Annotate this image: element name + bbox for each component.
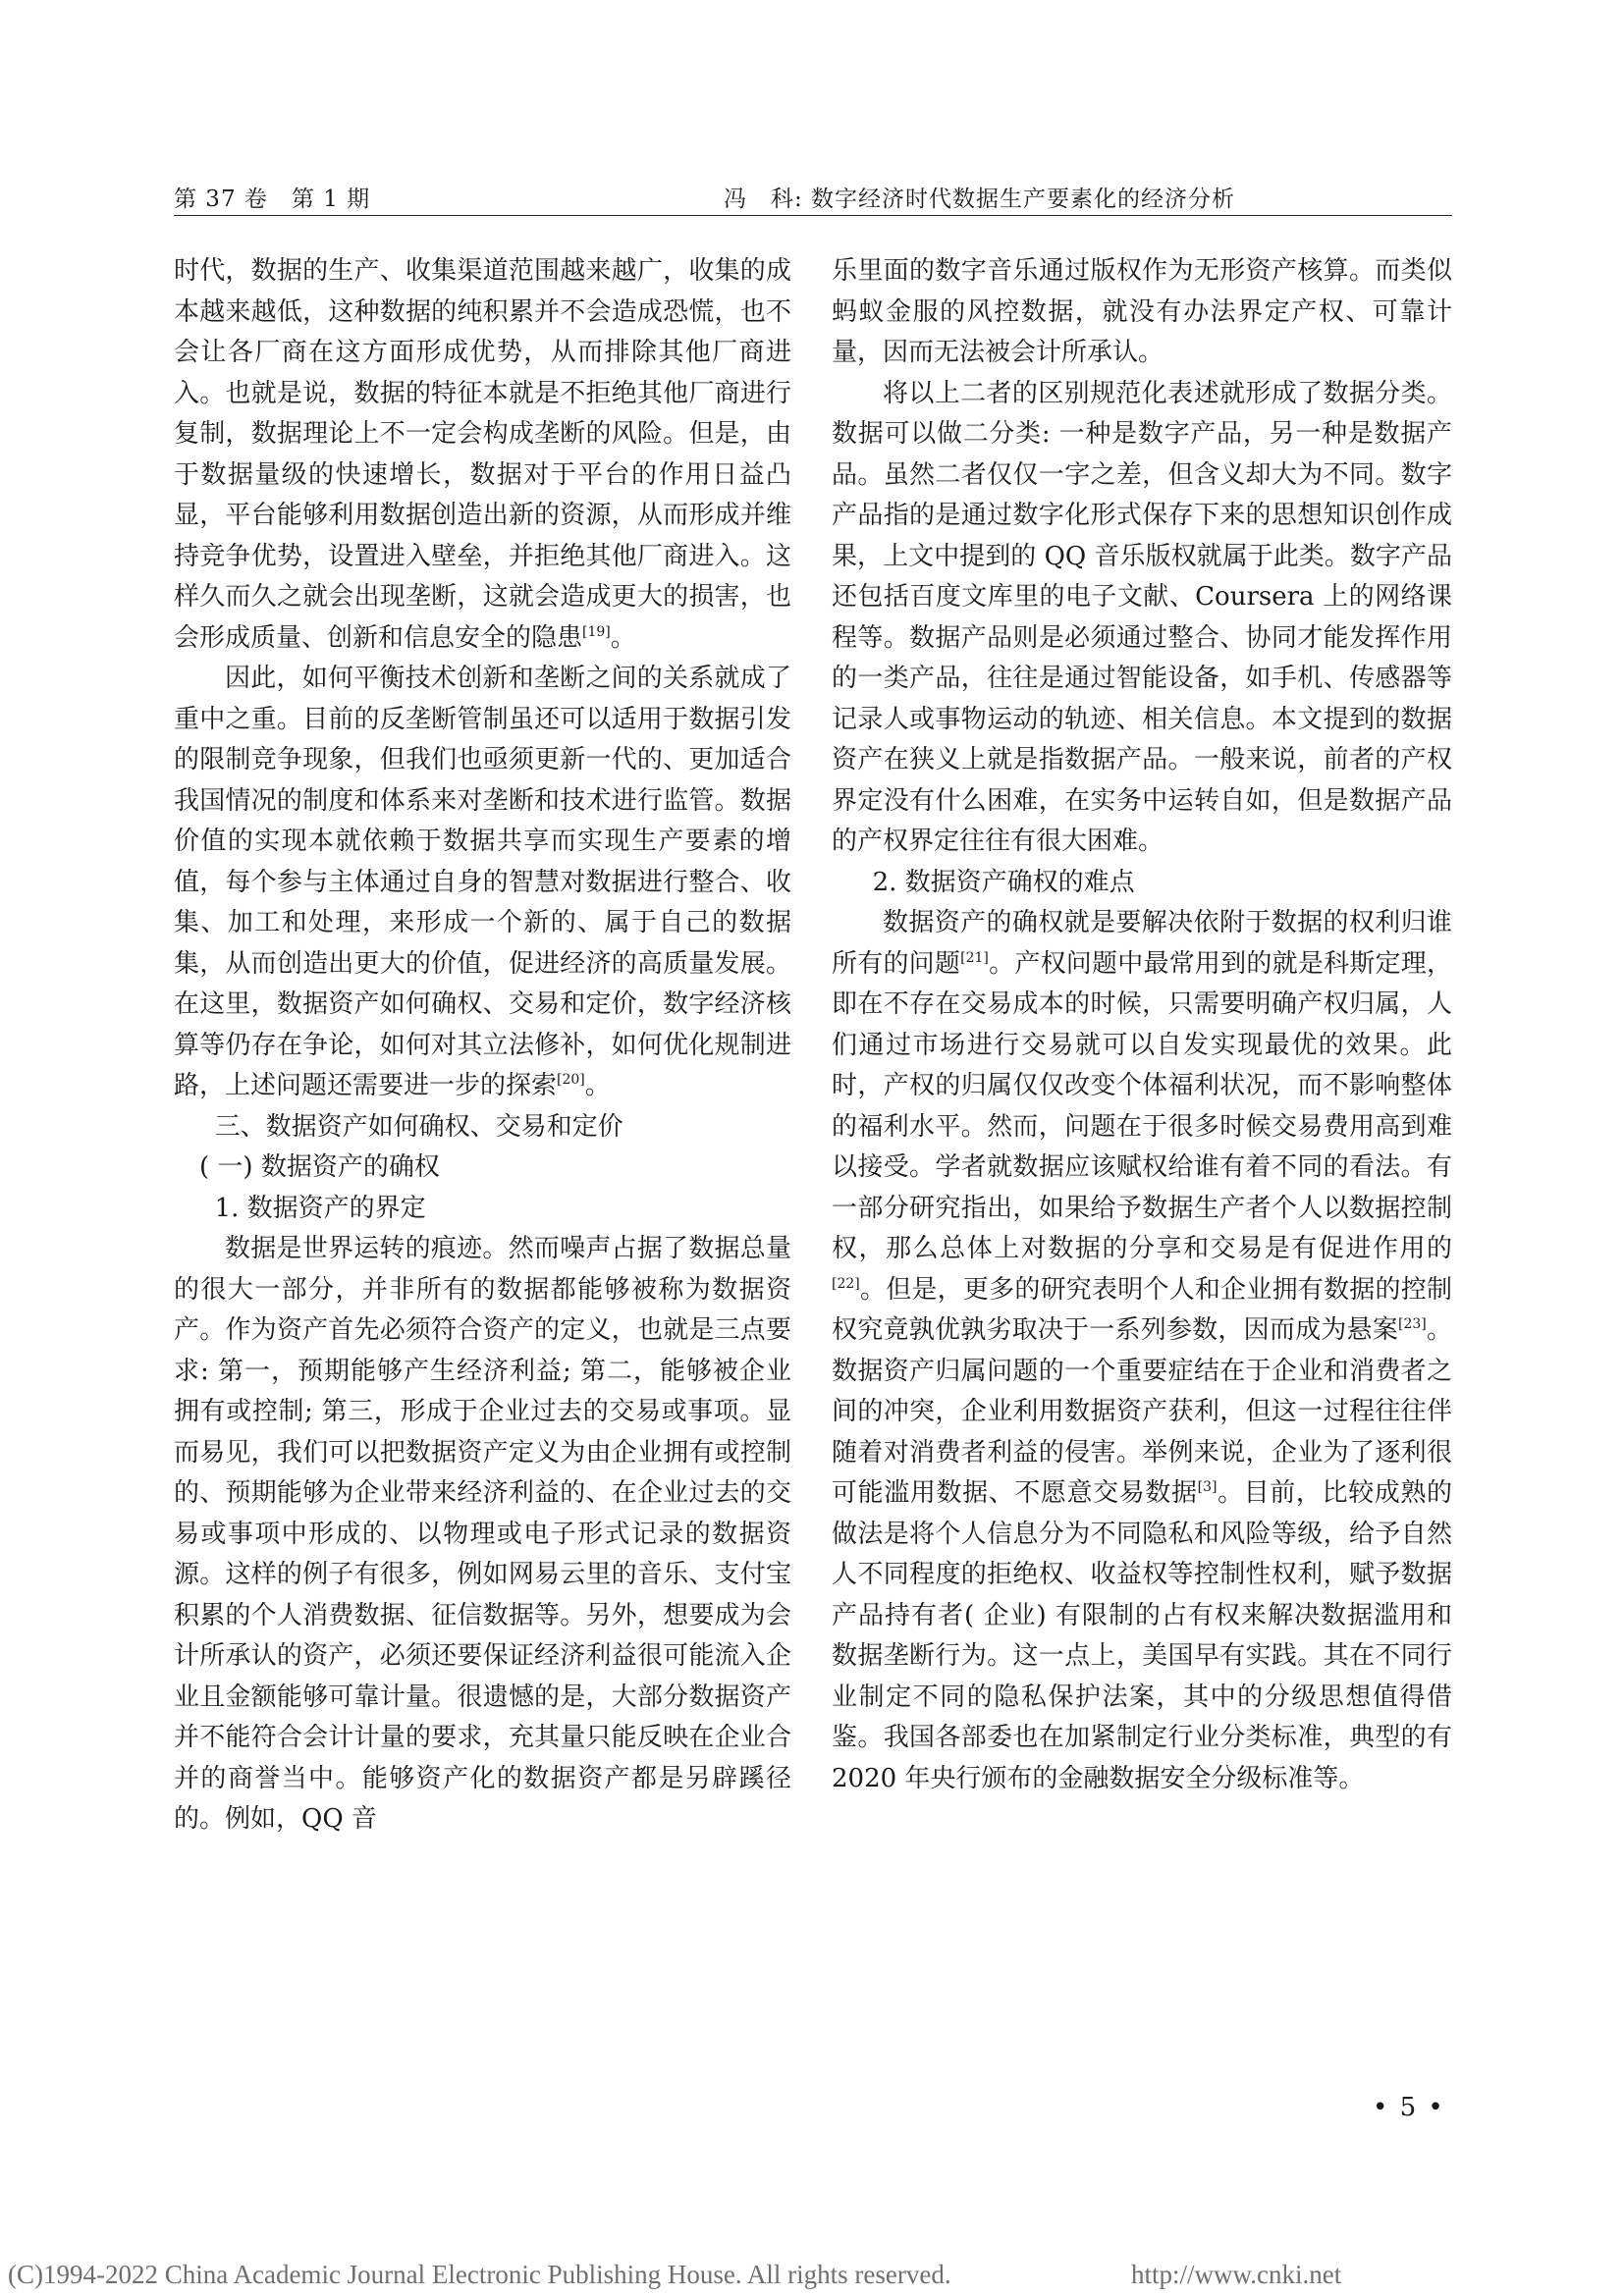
citation-ref[interactable]: [22] (832, 1275, 860, 1292)
left-column (174, 251, 791, 2054)
paragraph: 时代，数据的生产、收集渠道范围越来越广，收集的成本越来越低，这种数据的纯积累并不会造成恐慌，也不会让各厂商在这方面形成优势，从而排除其他厂商进入。也就是说，数据的特征本就是不拒绝其他厂商进行复制，数据理论上不一定会构成垄断的风险。但是，由于数据量级的快速增长，数据对于平台的作用日益凸显，平台能够利用数据创造出新的资源，从而形成并维持竞争优势，设置进入壁垒，并拒绝其他厂商进入。这样久而久之就会出现垄断，这就会造成更大的损害，也会形成质量、创新和信息安全的隐患[19]。 (174, 256, 791, 653)
citation-ref[interactable]: [21] (960, 949, 989, 966)
running-header (174, 175, 1452, 216)
cnki-url[interactable]: http://www.cnki.net (1131, 2260, 1342, 2289)
article-running-title: 冯 科: 数字经济时代数据生产要素化的经济分析 (724, 187, 1236, 212)
citation-ref[interactable]: [3] (1197, 1479, 1218, 1496)
section-heading: 三、数据资产如何确权、交易和定价 (214, 1111, 623, 1142)
subsubsection-heading: 2. 数据资产确权的难点 (872, 867, 1135, 897)
citation-ref[interactable]: [19] (582, 623, 611, 640)
page-number: • 5 • (1373, 2093, 1445, 2122)
subsection-heading: ( 一) 数据资产的确权 (199, 1152, 440, 1182)
paragraph: 将以上二者的区别规范化表述就形成了数据分类。数据可以做二分类: 一种是数字产品，另一种是数据产品。虽然二者仅仅一字之差，但含义却大为不同。数字产品指的是通过数字化形式保存下来的思想知识创作成果，上文中提到的 QQ 音乐版权就属于此类。数字产品还包括百度文库里的电子文献、Coursera 上的网络课程等。数据产品则是必须通过整合、协同才能发挥作用的一类产品，往往是通过智能设备，如手机、传感器等记录人或事物运动的轨迹、相关信息。本文提到的数据资产在狭义上就是指数据产品。一般来说，前者的产权界定没有什么困难，在实务中运转自如，但是数据产品的产权界定往往有很大困难。 (832, 378, 1452, 856)
citation-ref[interactable]: [20] (557, 1072, 585, 1089)
paragraph: 数据是世界运转的痕迹。然而噪声占据了数据总量的很大一部分，并非所有的数据都能够被称为数据资产。作为资产首先必须符合资产的定义，也就是三点要求: 第一，预期能够产生经济利益; 第二，能够被企业拥有或控制; 第三，形成于企业过去的交易或事项。显而易见，我们可以把数据资产定义为由企业拥有或控制的、预期能够为企业带来经济利益的、在企业过去的交易或事项中形成的、以物理或电子形式记录的数据资源。这样的例子有很多，例如网易云里的音乐、支付宝积累的个人消费数据、征信数据等。另外，想要成为会计所承认的资产，必须还要保证经济利益很可能流入企业且金额能够可靠计量。很遗憾的是，大部分数据资产并不能符合会计计量的要求，充其量只能反映在企业合并的商誉当中。能够资产化的数据资产都是另辟蹊径的。例如，QQ 音 (174, 1234, 791, 1834)
copyright-notice: (C)1994-2022 China Academic Journal Electronic Publishing House. All rights reserved. (8, 2260, 951, 2289)
subsubsection-heading: 1. 数据资产的界定 (214, 1193, 426, 1223)
citation-ref[interactable]: [23] (1398, 1316, 1427, 1333)
header-rule (174, 215, 1452, 216)
paragraph: 数据资产的确权就是要解决依附于数据的权利归谁所有的问题[21]。产权问题中最常用到的就是科斯定理，即在不存在交易成本的时候，只需要明确产权归属，人们通过市场进行交易就可以自发实现最优的效果。此时，产权的归属仅仅改变个体福利状况，而不影响整体的福利水平。然而，问题在于很多时候交易费用高到难以接受。学者就数据应该赋权给谁有着不同的看法。有一部分研究指出，如果给予数据生产者个人以数据控制权，那么总体上对数据的分享和交易是有促进作用的[22]。但是，更多的研究表明个人和企业拥有数据的控制权究竟孰优孰劣取决于一系列参数，因而成为悬案[23]。数据资产归属问题的一个重要症结在于企业和消费者之间的冲突，企业利用数据资产获利，但这一过程往往伴随着对消费者利益的侵害。举例来说，企业为了逐利很可能滥用数据、不愿意交易数据[3]。目前，比较成熟的做法是将个人信息分为不同隐私和风险等级，给予自然人不同程度的拒绝权、收益权等控制性权利，赋予数据产品持有者( 企业) 有限制的占有权来解决数据滥用和数据垄断行为。这一点上，美国早有实践。其在不同行业制定不同的隐私保护法案，其中的分级思想值得借鉴。我国各部委也在加紧制定行业分类标准，典型的有 2020 年央行颁布的金融数据安全分级标准等。 (832, 908, 1452, 1793)
cnki-footer (0, 2256, 1624, 2295)
right-column (832, 251, 1452, 2054)
paragraph: 因此，如何平衡技术创新和垄断之间的关系就成了重中之重。目前的反垄断管制虽还可以适用于数据引发的限制竞争现象，但我们也亟须更新一代的、更加适合我国情况的制度和体系来对垄断和技术进行监管。数据价值的实现本就依赖于数据共享而实现生产要素的增值，每个参与主体通过自身的智慧对数据进行整合、收集、加工和处理，来形成一个新的、属于自己的数据集，从而创造出更大的价值，促进经济的高质量发展。在这里，数据资产如何确权、交易和定价，数字经济核算等仍存在争论，如何对其立法修补，如何优化规制进路，上述问题还需要进一步的探索[20]。 (174, 664, 791, 1100)
paragraph: 乐里面的数字音乐通过版权作为无形资产核算。而类似蚂蚁金服的风控数据，就没有办法界定产权、可靠计量，因而无法被会计所承认。 (832, 256, 1452, 367)
journal-volume-issue: 第 37 卷 第 1 期 (174, 187, 371, 212)
